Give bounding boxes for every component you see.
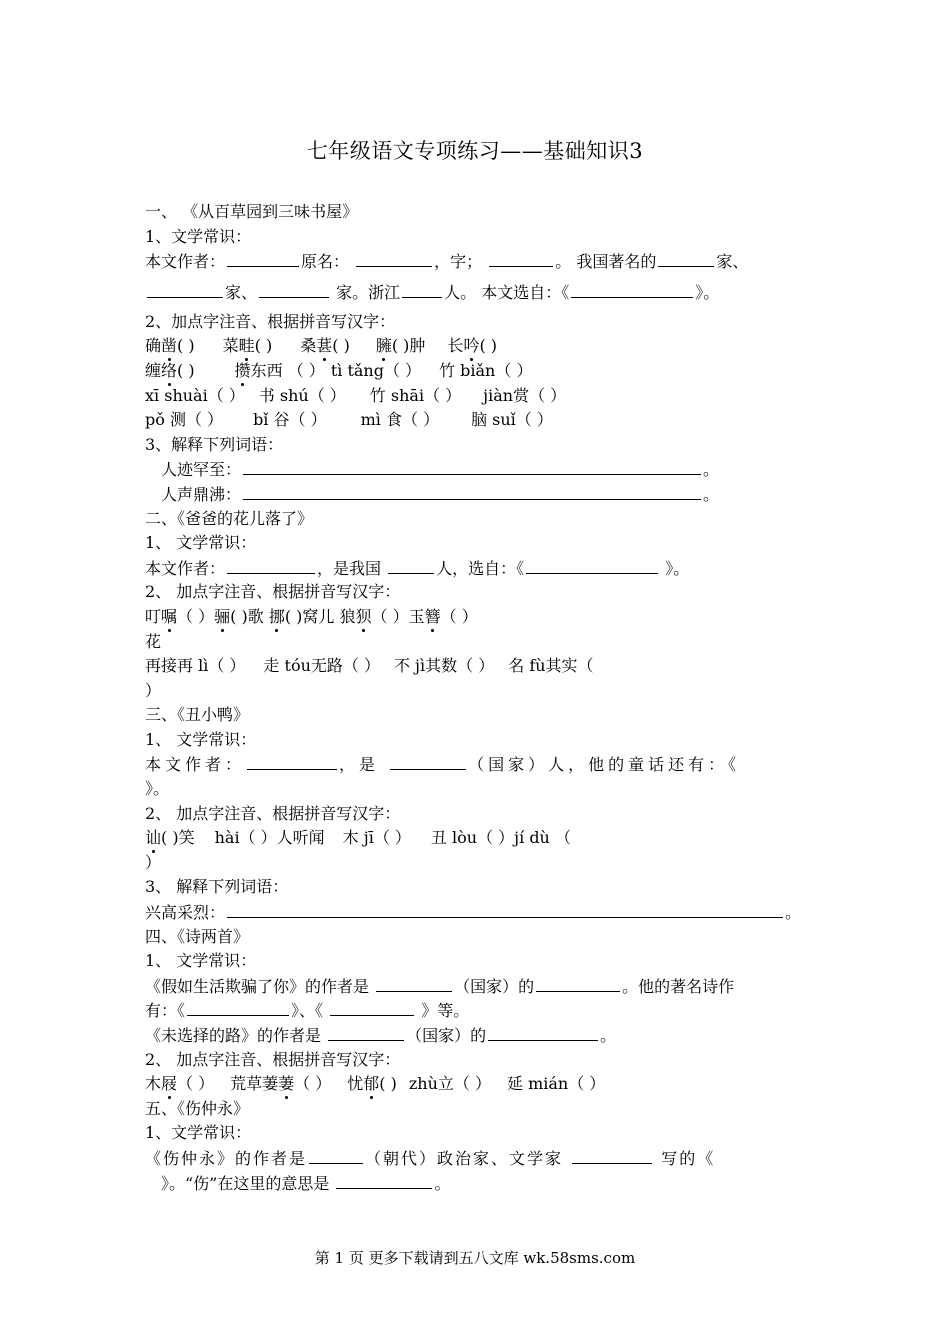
s3-country-blank[interactable]	[390, 752, 466, 770]
profession-blank-2[interactable]	[147, 280, 223, 298]
s3-word-1: 兴高采烈： 。	[145, 900, 810, 925]
s2-q1-label: 1、 文学常识：	[145, 533, 257, 553]
s3-q1-label: 1、 文学常识：	[145, 729, 257, 749]
word-2-blank[interactable]	[243, 482, 701, 500]
s4-poem-2-line: 《未选择的路》的作者是 （国家）的 。	[145, 1023, 810, 1048]
s1-pinyin-row-2: 缠络( ) 攒东西 （ ） tì tǎng（ ） 竹 biǎn（ ）	[145, 360, 533, 380]
s3-word-1-blank[interactable]	[227, 900, 783, 918]
courtesy-name-blank[interactable]	[489, 249, 553, 267]
section-2-heading: 二、《爸爸的花儿落了》	[145, 508, 314, 528]
s2-pinyin-row-2: 再接再 lì（ ） 走 tóu无路（ ） 不 jì其数（ ） 名 fù其实（	[145, 656, 594, 676]
s4-poem-1-line: 《假如生活欺骗了你》的作者是 （国家）的 。他的著名诗作	[145, 974, 810, 999]
s1-word-1: 人迹罕至： 。	[145, 457, 810, 482]
s1-pinyin-row-3: xī shuài（ ） 书 shú（ ） 竹 shāi（ ） jiàn赏（ ）	[145, 385, 567, 405]
s4-work-blank-1[interactable]	[187, 998, 289, 1016]
s2-q2-label: 2、 加点字注音、根据拼音写汉字：	[145, 582, 401, 602]
s4-country-blank-2[interactable]	[328, 1023, 404, 1041]
page-title: 七年级语文专项练习——基础知识3	[306, 139, 644, 163]
worksheet-content	[145, 200, 810, 1195]
s4-country-blank-1[interactable]	[376, 974, 452, 992]
s4-pinyin-row-1: 木屐（ ） 荒草萋萋（ ） 忧郁( ) zhù立（ ） 延 mián（ ）	[145, 1074, 606, 1094]
s4-poem-works-line: 有：《 》、《 》等。	[145, 998, 810, 1023]
s4-author-blank-1[interactable]	[536, 974, 620, 992]
s5-author-blank[interactable]	[572, 1146, 652, 1164]
profession-blank-1[interactable]	[658, 249, 714, 267]
section-3-heading: 三、《丑小鸭》	[145, 705, 250, 725]
section-1-heading: 一、 《从百草园到三味书屋》	[145, 202, 359, 221]
profession-blank-3[interactable]	[259, 280, 329, 298]
s5-author-line: 《伤仲永》的作者是 （朝代）政治家、文学家 写的《	[145, 1146, 810, 1171]
s1-q3-label: 3、解释下列词语：	[145, 434, 284, 454]
s3-pinyin-row-1: 讪( )笑 hài（ ）人听闻 木 jī（ ） 丑 lòu（ ）jí dù （	[145, 828, 571, 848]
s3-author-line-2: 》。	[145, 779, 170, 799]
s1-profession-line: 家、 家。浙江 人。 本文选自：《 》。	[145, 274, 810, 310]
s1-pinyin-row-1: 确凿( ) 菜畦( ) 桑葚( ) 臃( )肿 长吟( )	[145, 336, 498, 356]
s2-pinyin-row-2b: ）	[145, 680, 162, 700]
s5-dynasty-blank[interactable]	[309, 1146, 363, 1164]
s2-source-blank[interactable]	[526, 556, 658, 574]
section-4-heading: 四、《诗两首》	[145, 926, 250, 946]
s3-author-blank[interactable]	[247, 752, 337, 770]
s1-q2-label: 2、加点字注音、根据拼音写汉字：	[145, 311, 396, 331]
s3-pinyin-row-1b: ）	[145, 852, 162, 872]
hometown-blank[interactable]	[402, 280, 442, 298]
s5-q1-label: 1、文学常识：	[145, 1123, 252, 1143]
s3-q3-label: 3、 解释下列词语：	[145, 877, 289, 897]
s2-pinyin-row-1b: 花	[145, 631, 162, 651]
s2-author-line: 本文作者： ，是我国 人，选自：《 》。	[145, 556, 810, 581]
s5-meaning-line: 》。“伤”在这里的意思是 。	[145, 1171, 810, 1196]
author-blank[interactable]	[227, 249, 299, 267]
s1-pinyin-row-4: pǒ 测（ ） bǐ 谷（ ） mì 食（ ） 脑 suǐ（ ）	[145, 410, 553, 430]
word-1-blank[interactable]	[243, 457, 701, 475]
s1-q1-label: 1、文学常识：	[145, 226, 252, 246]
page-footer: 第 1 页 更多下载请到五八文库 wk.58sms.com	[314, 1249, 636, 1267]
s3-author-line: 本文作者： ，是 （国家）人，他的童话还有：《	[145, 752, 810, 777]
section-5-heading: 五、《伤仲永》	[145, 1098, 250, 1118]
s4-q2-label: 2、 加点字注音、根据拼音写汉字：	[145, 1049, 401, 1069]
s4-q1-label: 1、 文学常识：	[145, 951, 257, 971]
s5-meaning-blank[interactable]	[336, 1171, 432, 1189]
original-name-blank[interactable]	[356, 249, 432, 267]
s2-author-blank[interactable]	[227, 556, 315, 574]
s4-author-blank-2[interactable]	[488, 1023, 598, 1041]
s1-author-line: 本文作者： 原名： ，字； 。 我国著名的 家、	[145, 249, 810, 274]
s2-hometown-blank[interactable]	[388, 556, 434, 574]
s1-word-2: 人声鼎沸： 。	[145, 482, 810, 507]
s4-work-blank-2[interactable]	[330, 998, 414, 1016]
s3-q2-label: 2、 加点字注音、根据拼音写汉字：	[145, 803, 401, 823]
source-blank[interactable]	[571, 280, 693, 298]
s2-pinyin-row-1: 叮嘱（ ）骊( )歌 挪( )窝儿 狼狈（ ）玉簪（ ）	[145, 606, 478, 626]
